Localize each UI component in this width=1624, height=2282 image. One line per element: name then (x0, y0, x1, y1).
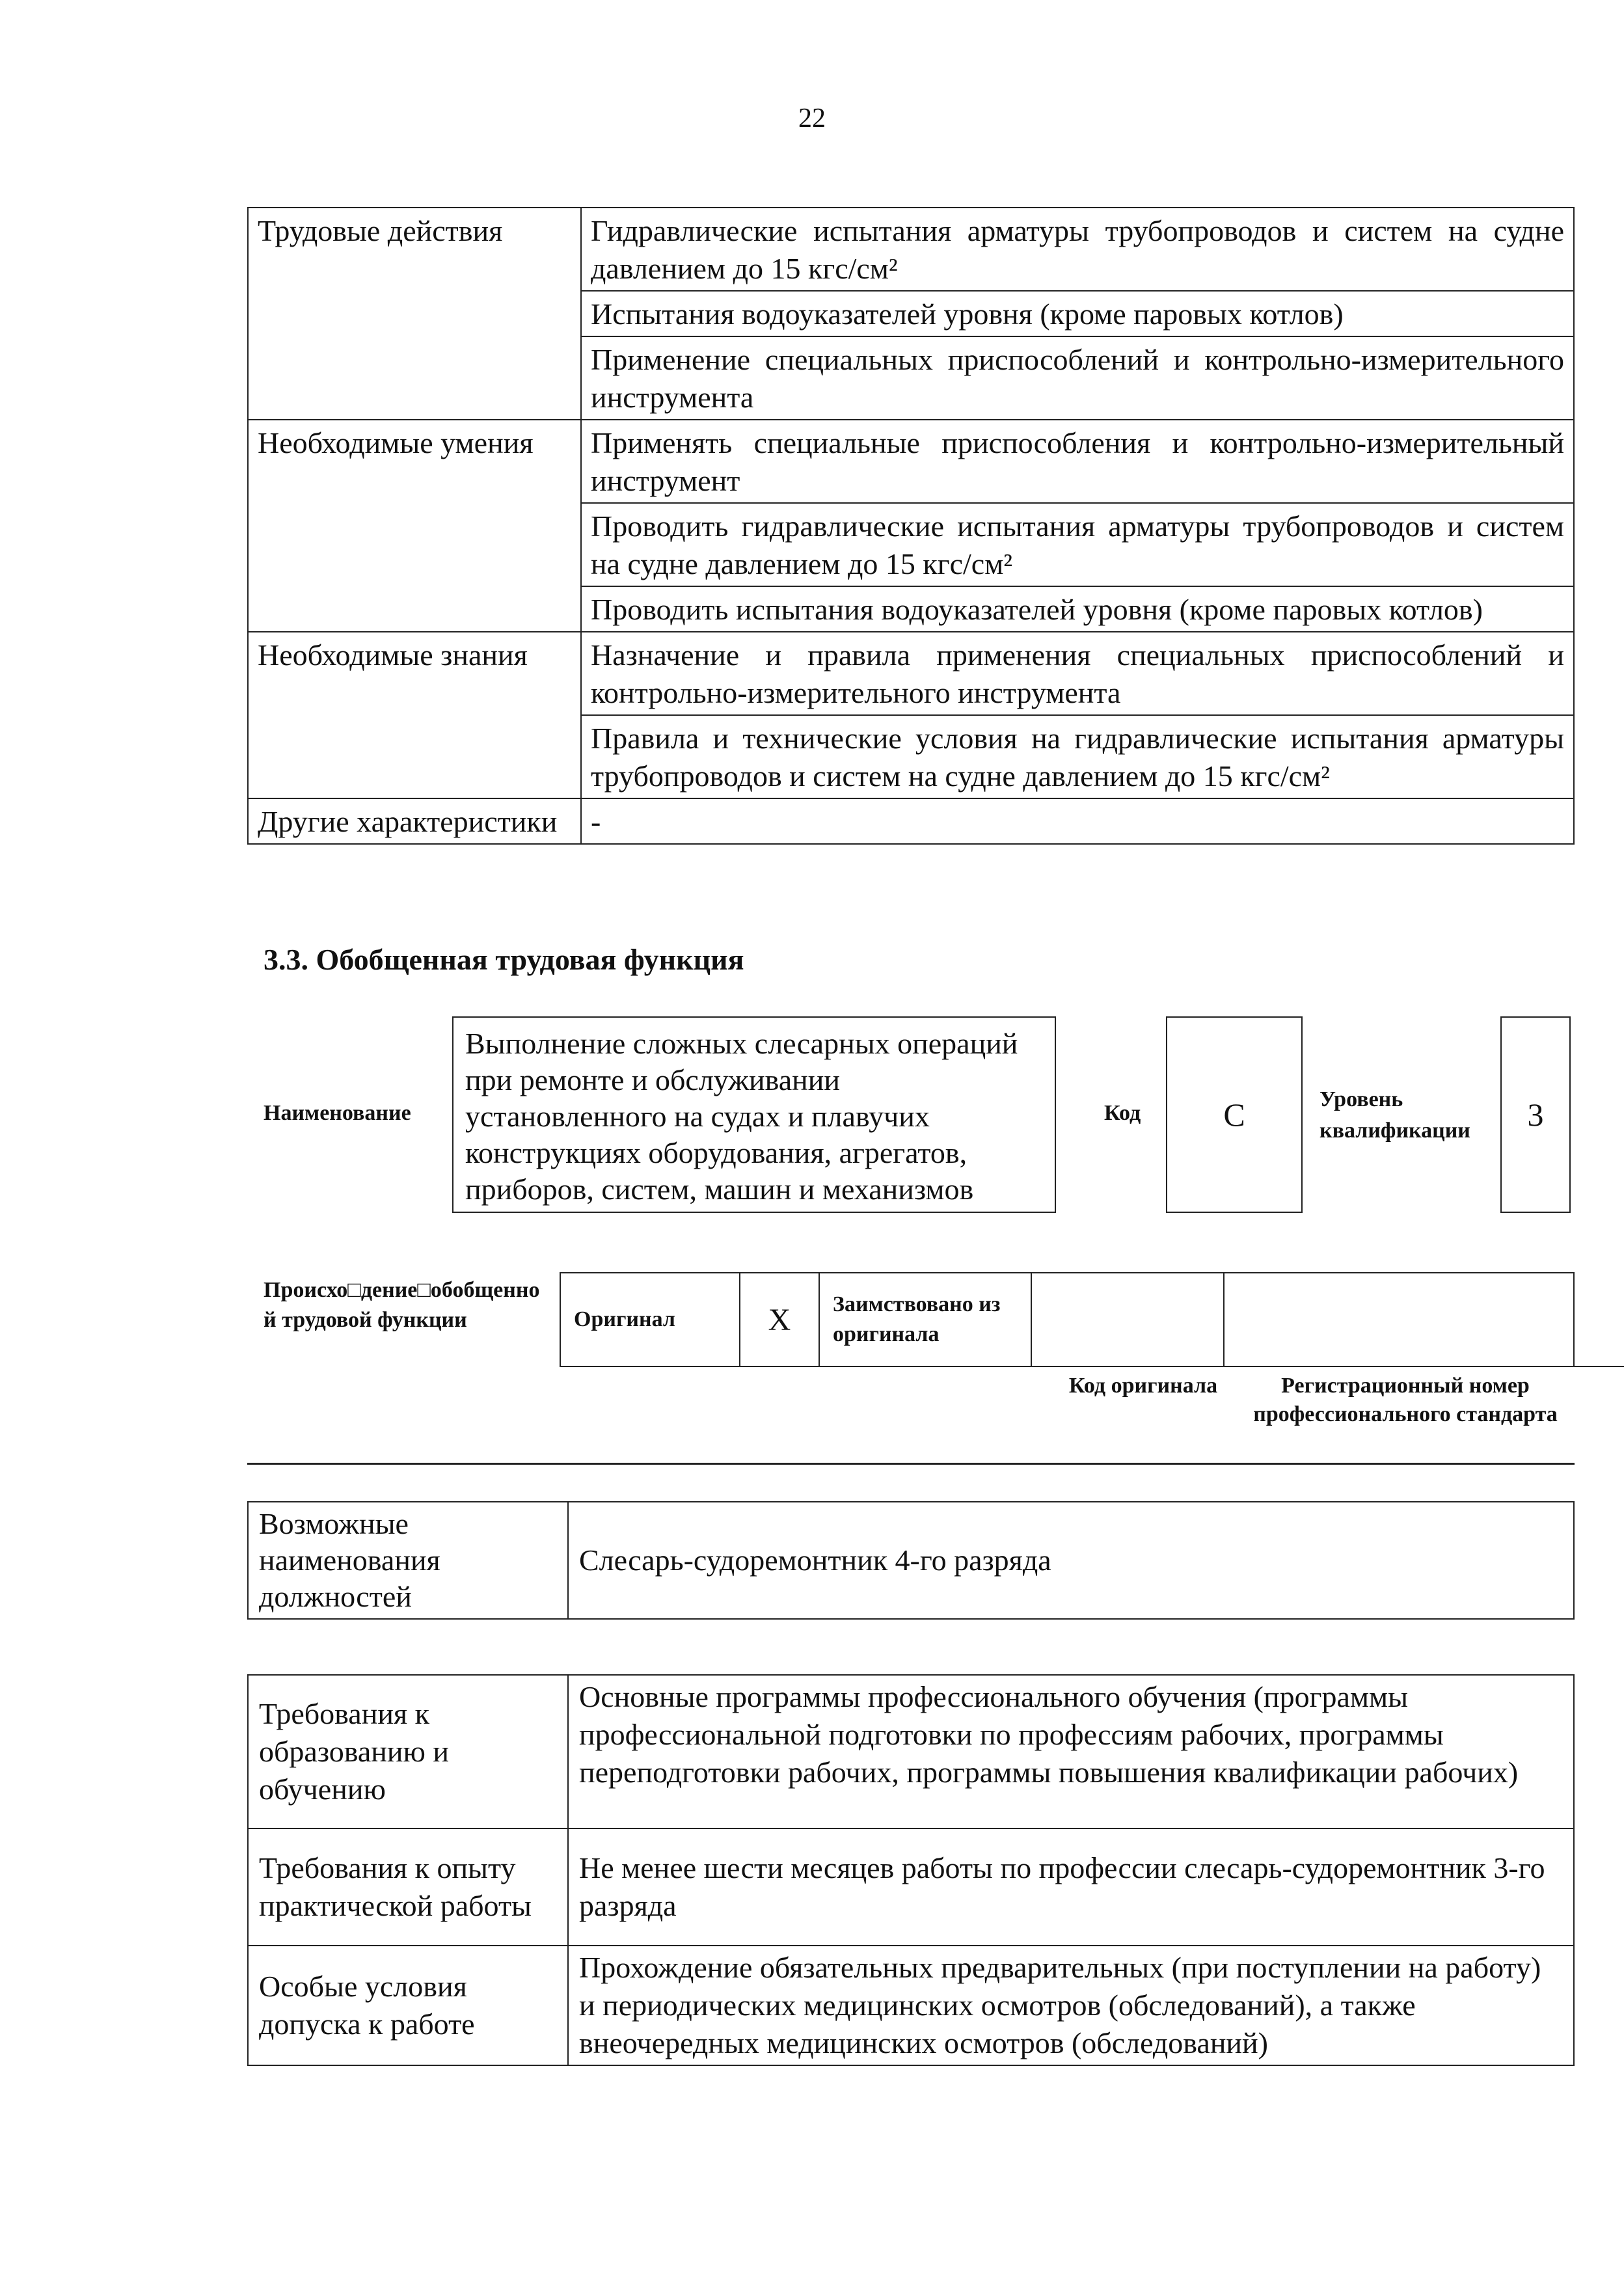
conditions-label: Особые условия допуска к работе (248, 1946, 568, 2065)
education-label: Требования к образованию и обучению (248, 1675, 568, 1828)
original-cell (560, 1273, 740, 1366)
table-cell: Назначение и правила применения специальных приспособлений и контрольно-измерительного инструмента (581, 632, 1574, 715)
code-caption: Код оригинала (1068, 1374, 1218, 1398)
table-cell: Гидравлические испытания арматуры трубопроводов и систем на судне давлением до 15 кгс/см² (581, 208, 1574, 291)
divider (247, 1463, 1575, 1465)
table-row (560, 1273, 1574, 1366)
labor-function-table (247, 207, 1575, 845)
experience-value: Не менее шести месяцев работы по профессии слесарь-судоремонтник 3-го разряда (568, 1828, 1574, 1946)
table-row (248, 632, 1574, 715)
positions-table (247, 1501, 1575, 1620)
table-row (248, 798, 1574, 844)
origin-extension-line (1575, 1366, 1624, 1367)
positions-value: Слесарь-судоремонтник 4-го разряда (568, 1502, 1574, 1619)
table-row (248, 1828, 1574, 1946)
code-value-box: C (1166, 1016, 1303, 1213)
conditions-value: Прохождение обязательных предварительных (при поступлении на работу) и периодических медицинских осмотров (обследований), а также внеочередных медицинских осмотров (обследований) (568, 1946, 1574, 2065)
table-row (248, 1502, 1574, 1619)
experience-label: Требования к опыту практической работы (248, 1828, 568, 1946)
table-cell: Проводить испытания водоуказателей уровня (кроме паровых котлов) (581, 586, 1574, 632)
original-mark: X (740, 1273, 819, 1366)
table-cell: - (581, 798, 1574, 844)
row-label-skills: Необходимые умения (248, 420, 581, 632)
reg-caption: Регистрационный номер профессионального стандарта (1253, 1374, 1558, 1426)
table-cell: Правила и технические условия на гидравлические испытания арматуры трубопроводов и систем на судне давлением до 15 кгс/см² (581, 715, 1574, 798)
table-cell: Испытания водоуказателей уровня (кроме паровых котлов) (581, 291, 1574, 336)
positions-label: Возможные наименования должностей (248, 1502, 568, 1619)
original-label: Оригинал (574, 1307, 675, 1331)
level-label: Уровень квалификации (1320, 1087, 1470, 1143)
education-value: Основные программы профессионального обучения (программы профессиональной подготовки по профессиям рабочих, программы переподготовки рабочих, программы повышения квалификации рабочих) (568, 1675, 1574, 1828)
row-label-actions: Трудовые действия (248, 208, 581, 420)
requirements-table (247, 1674, 1575, 2066)
original-code-cell (1031, 1273, 1224, 1366)
table-cell: Применение специальных приспособлений и контрольно-измерительного инструмента (581, 336, 1574, 420)
borrowed-label: Заимствовано из оригинала (819, 1273, 1031, 1366)
table-cell: Применять специальные приспособления и контрольно-измерительный инструмент (581, 420, 1574, 503)
table-row (248, 1675, 1574, 1828)
row-label-other: Другие характеристики (248, 798, 581, 844)
row-label-knowledge: Необходимые знания (248, 632, 581, 798)
table-row (248, 208, 1574, 291)
name-label: Наименование (264, 1101, 411, 1125)
table-row (248, 1946, 1574, 2065)
code-label: Код (1104, 1101, 1141, 1125)
function-name-box: Выполнение сложных слесарных операций при ремонте и обслуживании установленного на судах и плавучих конструкциях оборудования, агрегатов, приборов, систем, машин и механизмов (452, 1016, 1056, 1213)
origin-label: Происхо□дение□обобщенной трудовой функции (264, 1278, 540, 1332)
table-row (248, 420, 1574, 503)
level-value-box: 3 (1500, 1016, 1571, 1213)
reg-number-cell (1224, 1273, 1574, 1366)
section-title: 3.3. Обобщенная трудовая функция (264, 943, 744, 976)
table-cell: Проводить гидравлические испытания арматуры трубопроводов и систем на судне давлением до 15 кгс/см² (581, 503, 1574, 586)
origin-table (560, 1272, 1575, 1367)
page-number: 22 (798, 103, 826, 133)
